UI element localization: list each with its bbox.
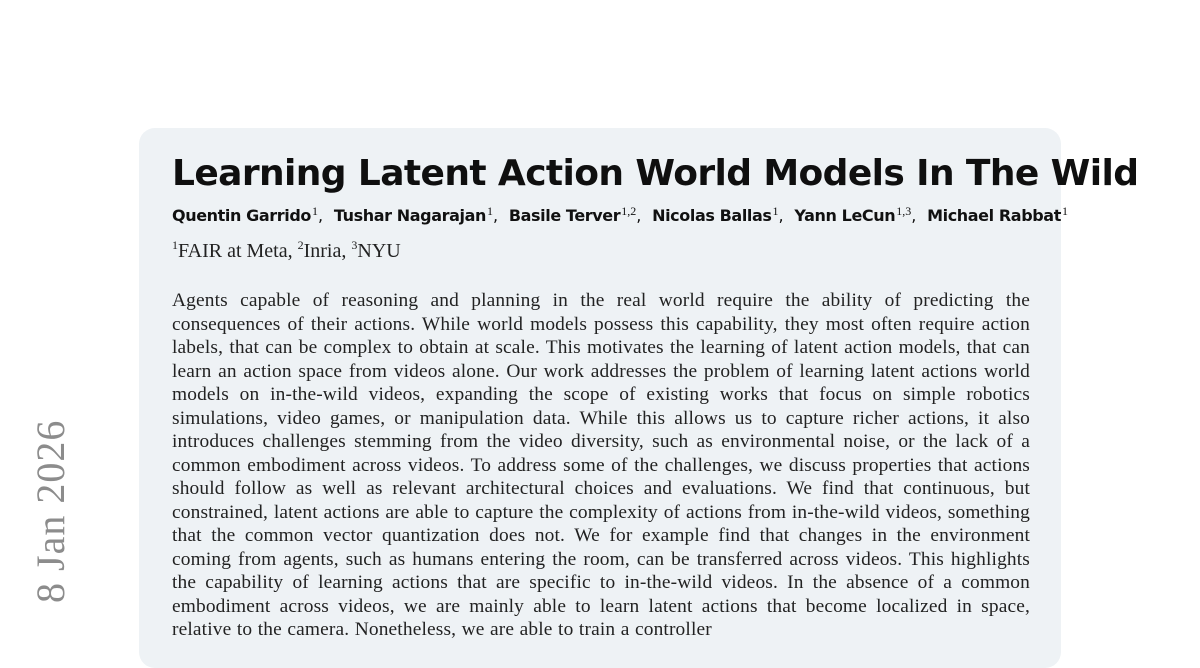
author-affiliation-mark: 1 xyxy=(772,204,779,218)
author-affiliation-mark: 1 xyxy=(311,204,318,218)
author-separator: , xyxy=(317,206,323,225)
arxiv-date-stamp: 8 Jan 2026 xyxy=(28,420,73,604)
author xyxy=(509,206,636,225)
author-separator: , xyxy=(911,206,916,225)
affiliation-name: NYU xyxy=(357,240,401,262)
author-name: Basile Terver xyxy=(508,206,621,225)
paper-header-card xyxy=(139,128,1139,668)
author-affiliation-mark: 1,3 xyxy=(896,204,912,218)
author-list xyxy=(172,204,1068,228)
author xyxy=(652,206,778,225)
affiliation-separator: , xyxy=(341,240,352,262)
author-affiliation-mark: 1,2 xyxy=(621,204,637,218)
affiliation-name: Inria xyxy=(303,240,342,262)
affiliation-separator: , xyxy=(287,240,298,262)
abstract-text: Agents capable of reasoning and planning in the real world require the ability of predicting the consequences of their actions. While world models possess this capability, they most often require action labels, that can be complex to obtain at scale. This motivates the learning of latent action models, that can learn an action space from videos alone. Our work addresses the problem of learning latent actions world models on in-the-wild videos, expanding the scope of existing works that focus on simple robotics simulations, video games, or manipulation data. While this allows us to capture richer actions, it also introduces challenges stemming from the video diversity, such as environmental noise, or the lack of a common embodiment across videos. To address some of the challenges, we discuss properties that actions should follow as well as relevant architectural choices and evaluations. We find that continuous, but constrained, latent actions are able to capture the complexity of actions from in-the-wild videos, something that the common vector quantization does not. We for example find that changes in the environment coming from agents, such as humans entering the room, can be transferred across videos. This highlights the capability of learning actions that are specific to in-the-wild videos. In the absence of a common embodiment across videos, we are mainly able to learn latent actions that become localized in space, relative to the camera. Nonetheless, we are able to train a controller xyxy=(172,290,1030,640)
author-name: Quentin Garrido xyxy=(172,206,311,225)
author-name: Michael Rabbat xyxy=(927,206,1061,225)
author-name: Yann LeCun xyxy=(794,206,896,225)
author-name: Nicolas Ballas xyxy=(652,206,772,225)
author xyxy=(927,206,1068,225)
affiliation-number: 2 xyxy=(297,238,304,252)
affiliation-name: FAIR at Meta xyxy=(178,240,288,262)
author-separator: , xyxy=(636,206,641,225)
affiliation-number: 1 xyxy=(172,238,178,252)
author-separator: , xyxy=(778,206,784,225)
author-separator: , xyxy=(492,206,498,225)
affiliation-number: 3 xyxy=(351,238,358,252)
paper-title: Learning Latent Action World Models In The Wild xyxy=(172,153,1139,194)
author-affiliation-mark: 1 xyxy=(1061,204,1068,218)
author xyxy=(172,206,318,225)
author xyxy=(334,206,493,225)
author xyxy=(794,206,911,225)
affiliation-list xyxy=(172,238,401,264)
author-name: Tushar Nagarajan xyxy=(333,206,486,225)
author-affiliation-mark: 1 xyxy=(486,204,493,218)
